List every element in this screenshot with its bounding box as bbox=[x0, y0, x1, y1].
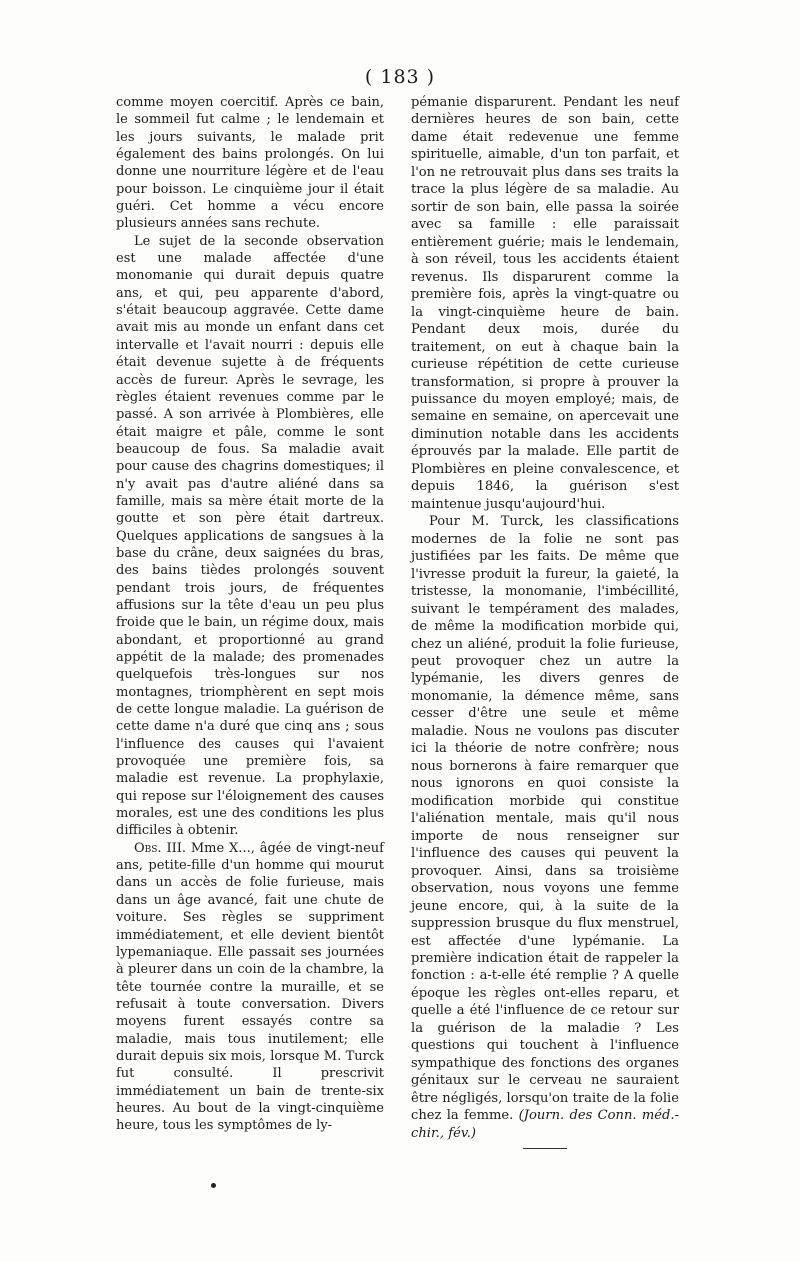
page-number: ( 183 ) bbox=[364, 66, 436, 88]
observation-label: Obs. III. bbox=[134, 840, 186, 856]
right-paragraph-1: pémanie disparurent. Pendant les neuf dernières heures de son bain, cette dame était redevenue une femme spirituelle, aimable, d'un ton parfait, et l'on ne retrouvait plus dans ses traits la trace la plus légère de sa maladie. Au sortir de son bain, elle passa la soirée avec sa famille : elle paraissait entièrement guérie; mais le lendemain, à son réveil, tous les accidents étaient revenus. Ils disparurent comme la première fois, après la vingt-quatre ou la vingt-cinquième heure de bain. Pendant deux mois, durée du traitement, on eut à chaque bain la curieuse répétition de cette curieuse transformation, si propre à prouver la puissance du moyen employé; mais, de semaine en semaine, on apercevait une diminution notable dans les accidents éprouvés par la malade. Elle partit de Plombières en pleine convalescence, et depuis 1846, la guérison s'est maintenue jusqu'aujourd'hui. bbox=[411, 95, 679, 512]
right-column bbox=[411, 94, 679, 1149]
right-paragraph-2 bbox=[411, 513, 679, 1142]
left-column bbox=[116, 94, 384, 1135]
observation-text: Mme X..., âgée de vingt-neuf ans, petite-fille d'un homme qui mourut dans un accès de folie furieuse, mais dans un âge avancé, fait une chute de voiture. Ses règles se suppriment immédiatement, et elle devient bientôt lypemaniaque. Elle passait ses journées à pleurer dans un coin de la chambre, la tête tournée contre la muraille, et se refusait à toute conversation. Divers moyens furent essayés contre sa maladie, mais tous inutilement; elle durait depuis six mois, lorsque M. Turck fut consulté. Il prescrivit immédiatement un bain de trente-six heures. Au bout de la vingt-cinquième heure, tous les symptômes de ly- bbox=[116, 840, 384, 1134]
right-paragraph-2-text: Pour M. Turck, les classifications modernes de la folie ne sont pas justifiées par les faits. De même que l'ivresse produit la fureur, la gaieté, la tristesse, la monomanie, l'imbécillité, suivant le tempérament des malades, de même la modification morbide qui, chez un aliéné, produit la folie furieuse, peut provoquer chez un autre la lypémanie, les divers genres de monomanie, la démence même, sans cesser d'être une seule et même maladie. Nous ne voulons pas discuter ici la théorie de notre confrère; nous nous bornerons à faire remarquer que nous ignorons en quoi consiste la modification morbide qui constitue l'aliénation mentale, mais qu'il nous importe de nous renseigner sur l'influence des causes qui peuvent la provoquer. Ainsi, dans sa troisième observation, nous voyons une femme jeune encore, qui, à la suite de la suppression brusque du flux menstruel, est affectée d'une lypémanie. La première indication était de rappeler la fonction : a-t-elle été remplie ? A quelle époque les règles ont-elles reparu, et quelle a été l'influence de ce retour sur la guérison de la maladie ? Les questions qui touchent à l'influence sympathique des fonctions des organes génitaux sur le cerveau ne sauraient être négligés, lorsqu'on traite de la folie chez la femme. bbox=[411, 514, 679, 1124]
left-paragraph-1: comme moyen coercitif. Après ce bain, le sommeil fut calme ; le lendemain et les jours suivants, le malade prit également des bains prolongés. On lui donne une nourriture légère et de l'eau pour boisson. Le cinquième jour il était guéri. Cet homme a vécu encore plusieurs années sans rechute. bbox=[116, 95, 384, 232]
left-paragraph-2: Le sujet de la seconde observation est une malade affectée d'une monomanie qui durait depuis quatre ans, et qui, peu apparente d'abord, s'était beaucoup aggravée. Cette dame avait mis au monde un enfant dans cet intervalle et l'avait nourri : depuis elle était devenue sujette à de fréquents accès de fureur. Après le sevrage, les règles étaient revenues comme par le passé. A son arrivée à Plombières, elle était maigre et pâle, comme le sont beaucoup de fous. Sa maladie avait pour cause des chagrins domestiques; il n'y avait pas d'autre aliéné dans sa famille, mais sa mère était morte de la goutte et son père était dartreux. Quelques applications de sangsues à la base du crâne, deux saignées du bras, des bains tièdes prolongés souvent pendant trois jours, de fréquentes affusions sur la tête d'eau un peu plus froide que le bain, un régime doux, mais abondant, et proportionné au grand appétit de la malade; des promenades quelquefois très-longues sur nos montagnes, triomphèrent en sept mois de cette longue maladie. La guérison de cette dame n'a duré que cinq ans ; sous l'influence des causes qui l'avaient provoquée une première fois, sa maladie est revenue. La prophylaxie, qui repose sur l'éloignement des causes morales, est une des conditions les plus difficiles à obtenir. bbox=[116, 233, 384, 839]
ink-dot bbox=[211, 1183, 216, 1188]
citation: (Journ. des Conn. méd.-chir., fév.) bbox=[411, 1108, 679, 1141]
left-paragraph-3 bbox=[116, 840, 384, 1135]
closing-rule bbox=[523, 1148, 567, 1149]
